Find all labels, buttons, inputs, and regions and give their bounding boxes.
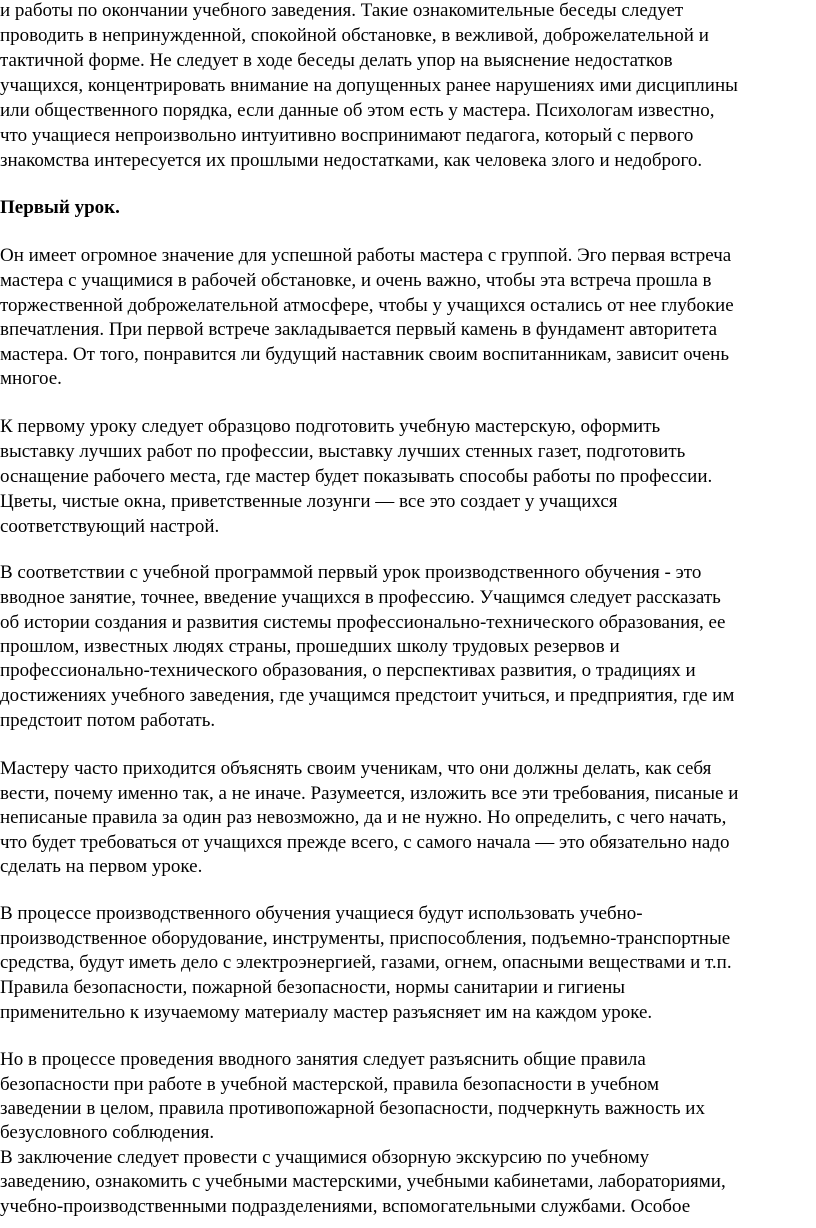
text-line: или общественного порядка, если данные об этом есть у мастера. Психологам известно, xyxy=(0,100,715,121)
text-line: многое. xyxy=(0,368,62,389)
text-line: тактичной форме. Не следует в ходе беседы делать упор на выяснение недостатков xyxy=(0,50,673,71)
text-line: учебно-производственными подразделениями, вспомогательными службами. Особое xyxy=(0,1196,691,1217)
text-line: вести, почему именно так, а не иначе. Разумеется, изложить все эти требования, писаные и xyxy=(0,783,739,804)
text-line: В процессе производственного обучения учащиеся будут использовать учебно- xyxy=(0,903,643,924)
text-line: учащихся, концентрировать внимание на допущенных ранее нарушениях ими дисциплины xyxy=(0,75,738,96)
text-line: что учащиеся непроизвольно интуитивно воспринимают педагога, который с первого xyxy=(0,125,694,146)
text-line: производственное оборудование, инструменты, приспособления, подъемно-транспортные xyxy=(0,928,731,949)
text-line: торжественной доброжелательной атмосфере, чтобы у учащихся остались от нее глубокие xyxy=(0,295,734,316)
text-line: безопасности при работе в учебной мастерской, правила безопасности в учебном xyxy=(0,1074,659,1095)
text-line: Но в процессе проведения вводного занятия следует разъяснить общие правила xyxy=(0,1049,646,1070)
text-line: что будет требоваться от учащихся прежде всего, с самого начала — это обязательно надо xyxy=(0,832,730,853)
text-line: выставку лучших работ по профессии, выставку лучших стенных газет, подготовить xyxy=(0,441,686,462)
text-line: вводное занятие, точнее, введение учащихся в профессию. Учащимся следует рассказать xyxy=(0,587,721,608)
text-line: прошлом, известных людях страны, прошедших школу трудовых резервов и xyxy=(0,636,620,657)
text-line: впечатления. При первой встрече закладывается первый камень в фундамент авторитета xyxy=(0,319,718,340)
text-line: средства, будут иметь дело с электроэнергией, газами, огнем, опасными веществами и т.п. xyxy=(0,952,732,973)
section-heading-text: Первый урок. xyxy=(0,197,120,218)
text-line: достижениях учебного заведения, где учащимся предстоит учиться, и предприятия, где им xyxy=(0,685,735,706)
text-line: К первому уроку следует образцово подготовить учебную мастерскую, оформить xyxy=(0,416,661,437)
text-line: предстоит потом работать. xyxy=(0,710,216,731)
text-line: В заключение следует провести с учащимися обзорную экскурсию по учебному xyxy=(0,1147,650,1168)
text-line: Мастеру часто приходится объяснять своим ученикам, что они должны делать, как себя xyxy=(0,758,712,779)
text-line: профессионально-технического образования, о перспективах развития, о традициях и xyxy=(0,660,696,681)
text-line: и работы по окончании учебного заведения. Такие ознакомительные беседы следует xyxy=(0,0,684,21)
text-line: Цветы, чистые окна, приветственные лозунги — все это создает у учащихся xyxy=(0,491,618,512)
text-line: соответствующий настрой. xyxy=(0,516,220,537)
text-line: безусловного соблюдения. xyxy=(0,1122,215,1143)
text-line: заведению, ознакомить с учебными мастерскими, учебными кабинетами, лабораториями, xyxy=(0,1171,726,1192)
text-line: заведении в целом, правила противопожарной безопасности, подчеркнуть важность их xyxy=(0,1098,705,1119)
text-line: Он имеет огромное значение для успешной работы мастера с группой. Эго первая встреча xyxy=(0,245,732,266)
text-line: неписаные правила за один раз невозможно, да и не нужно. Но определить, с чего начать, xyxy=(0,807,727,828)
text-line: В соответствии с учебной программой первый урок производственного обучения - это xyxy=(0,562,702,583)
text-line: мастера с учащимися в рабочей обстановке, и очень важно, чтобы эта встреча прошла в xyxy=(0,270,712,291)
text-line: сделать на первом уроке. xyxy=(0,856,203,877)
text-line: оснащение рабочего места, где мастер будет показывать способы работы по профессии. xyxy=(0,466,713,487)
text-line: применительно к изучаемому материалу мастер разъясняет им на каждом уроке. xyxy=(0,1002,653,1023)
text-line: Правила безопасности, пожарной безопасности, нормы санитарии и гигиены xyxy=(0,977,626,998)
text-line: проводить в непринужденной, спокойной обстановке, в вежливой, доброжелательной и xyxy=(0,25,709,46)
text-line: знакомства интересуется их прошлыми недостатками, как человека злого и недоброго. xyxy=(0,150,703,171)
text-line: об истории создания и развития системы профессионально-технического образования, ее xyxy=(0,612,726,633)
text-line: мастера. От того, понравится ли будущий наставник своим воспитанникам, зависит очень xyxy=(0,344,729,365)
